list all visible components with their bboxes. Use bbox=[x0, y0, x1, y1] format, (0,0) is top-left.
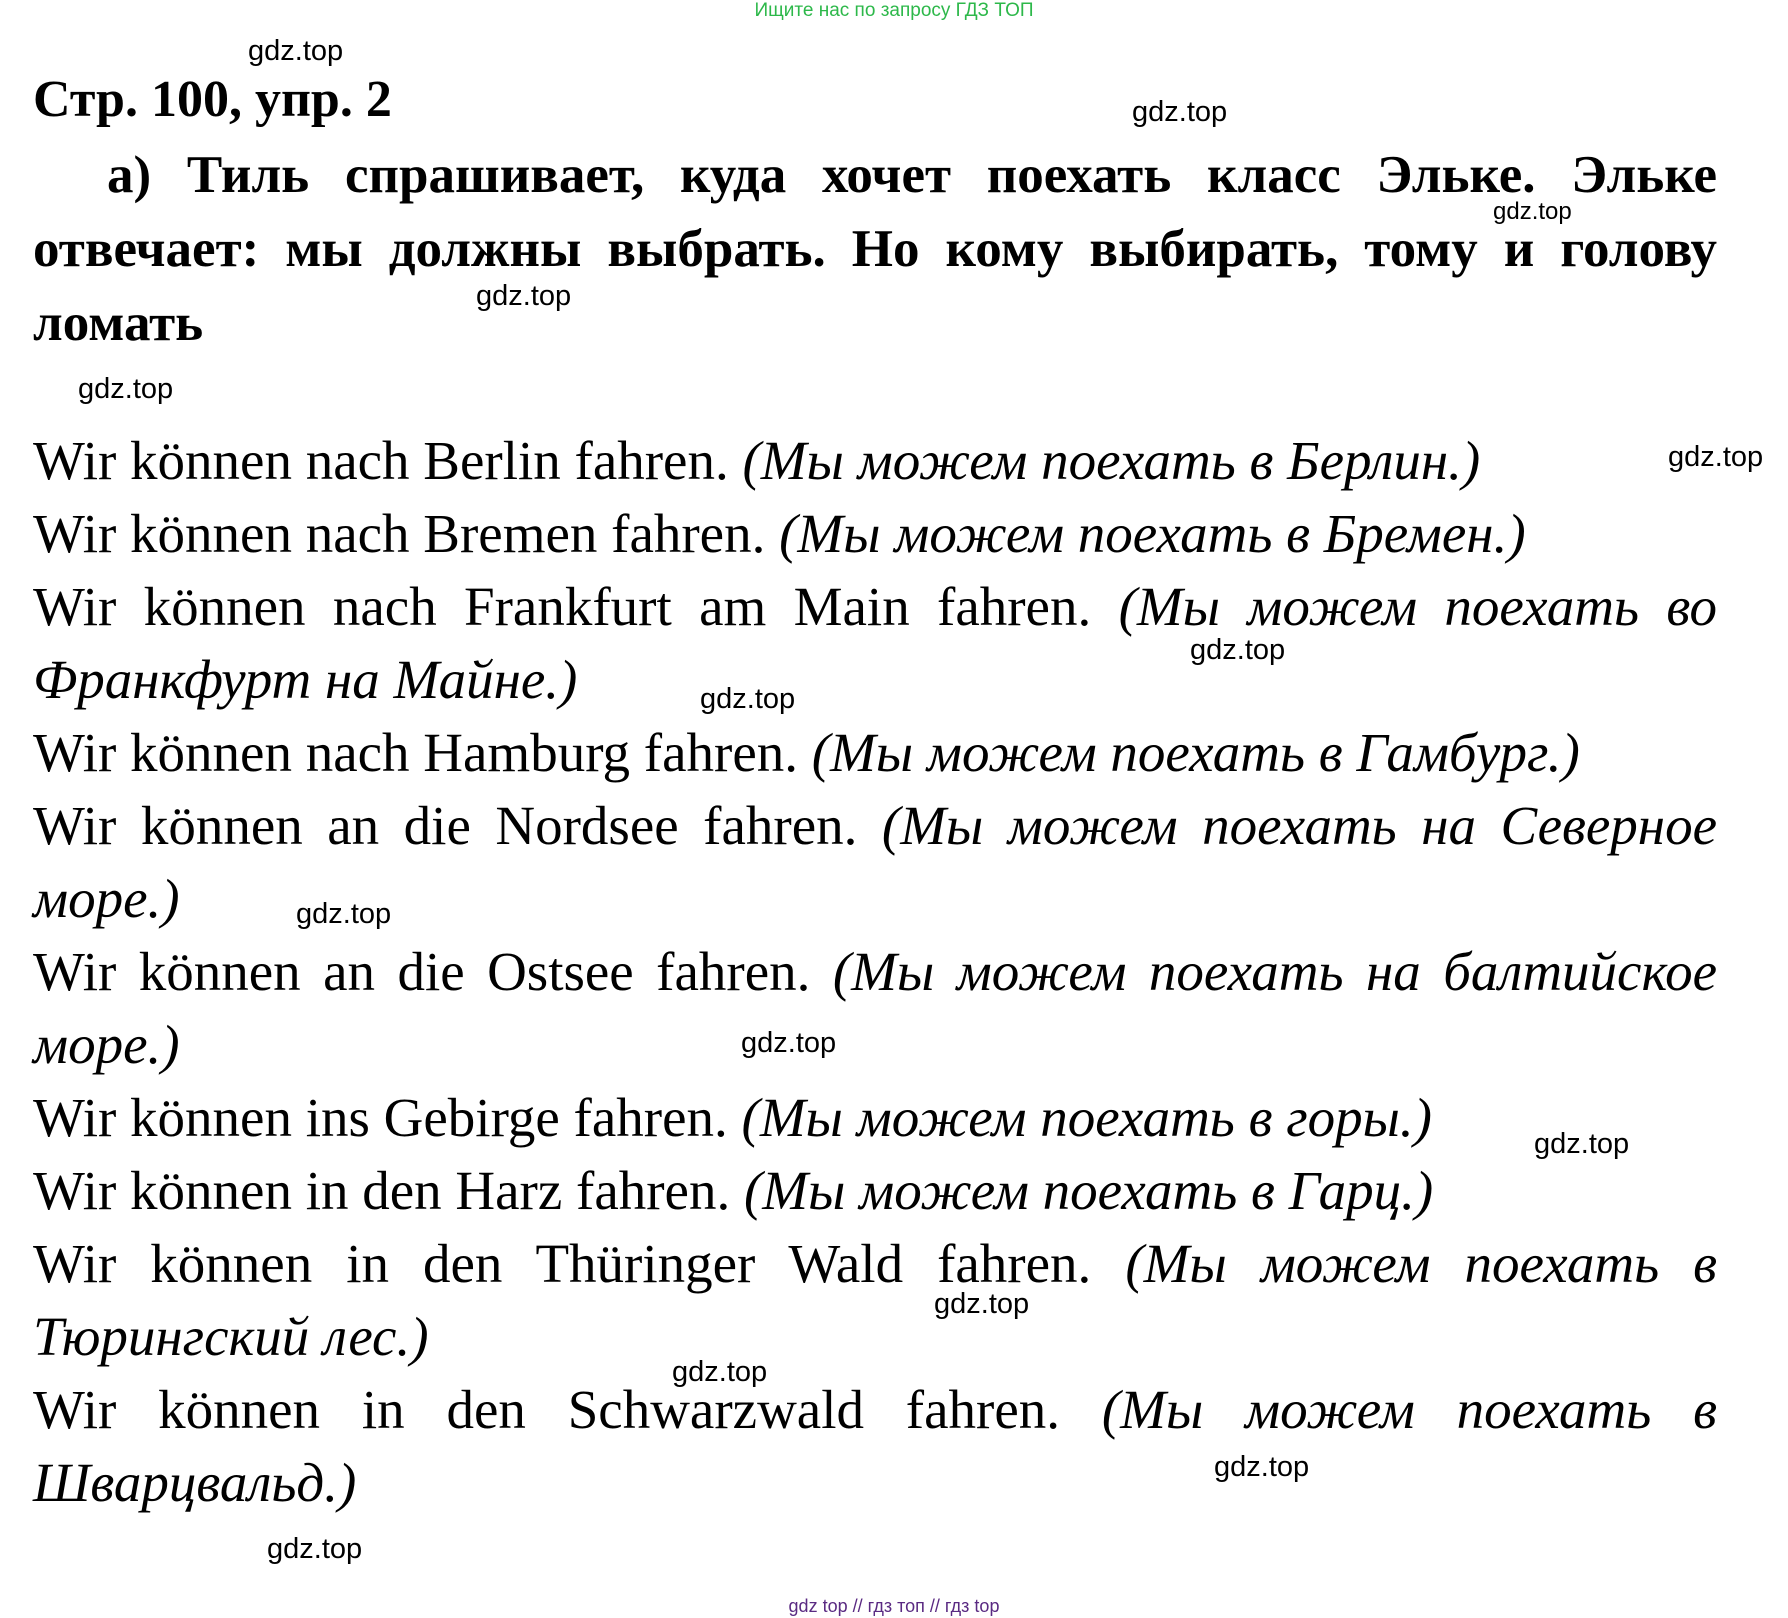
answer-german: Wir können an die Ostsee fahren. bbox=[33, 941, 811, 1002]
watermark: gdz.top bbox=[267, 1533, 363, 1565]
watermark: gdz.top bbox=[700, 683, 796, 715]
watermark: gdz.top bbox=[934, 1288, 1030, 1320]
task-description: а) Тиль спрашивает, куда хочет поехать класс Эльке. Эльке отвечает: мы должны выбрать. Но кому выбирать, тому и голову ломать bbox=[33, 146, 1717, 352]
answer-item bbox=[33, 1081, 1717, 1154]
answer-german: Wir können nach Frankfurt am Main fahren. bbox=[33, 576, 1092, 637]
answer-german: Wir können in den Harz fahren. bbox=[33, 1160, 731, 1221]
watermark: gdz.top bbox=[1190, 634, 1286, 666]
watermark: gdz.top bbox=[476, 280, 572, 312]
answer-translation: (Мы можем поехать на балтийское море.) bbox=[33, 941, 1718, 1075]
top-banner: Ищите нас по запросу ГДЗ ТОП bbox=[754, 0, 1034, 21]
answer-item bbox=[33, 1373, 1717, 1519]
watermark: gdz.top bbox=[1214, 1451, 1310, 1483]
answer-german: Wir können nach Berlin fahren. bbox=[33, 430, 729, 491]
answer-german: Wir können ins Gebirge fahren. bbox=[33, 1087, 728, 1148]
answer-translation: (Мы можем поехать на Северное море.) bbox=[33, 795, 1717, 929]
answer-translation: (Мы можем поехать в Шварцвальд.) bbox=[33, 1379, 1718, 1513]
page-heading: Стр. 100, упр. 2 bbox=[33, 71, 392, 128]
answer-german: Wir können nach Bremen fahren. bbox=[33, 503, 766, 564]
watermark: gdz.top bbox=[296, 898, 392, 930]
answer-translation: (Мы можем поехать в Гарц.) bbox=[743, 1160, 1434, 1221]
watermark: gdz.top bbox=[672, 1356, 768, 1388]
answer-german: Wir können nach Hamburg fahren. bbox=[33, 722, 798, 783]
answer-item bbox=[33, 789, 1717, 935]
answer-translation: (Мы можем поехать во Франкфурт на Майне.) bbox=[33, 576, 1717, 710]
answer-item bbox=[33, 1154, 1717, 1227]
answer-item bbox=[33, 424, 1717, 497]
watermark: gdz.top bbox=[1668, 441, 1764, 473]
answer-german: Wir können in den Thüringer Wald fahren. bbox=[33, 1233, 1092, 1294]
watermark: gdz.top bbox=[1132, 96, 1228, 128]
answers-list bbox=[33, 424, 1717, 1519]
answer-item bbox=[33, 1227, 1717, 1373]
bottom-banner: gdz top // гдз топ // гдз top bbox=[788, 1596, 1000, 1616]
answer-translation: (Мы можем поехать в Берлин.) bbox=[742, 430, 1481, 491]
answer-translation: (Мы можем поехать в Гамбург.) bbox=[811, 722, 1580, 783]
watermark: gdz.top bbox=[741, 1027, 837, 1059]
watermark: gdz.top bbox=[248, 35, 344, 67]
answer-translation: (Мы можем поехать в Бремен.) bbox=[779, 503, 1526, 564]
answer-german: Wir können in den Schwarzwald fahren. bbox=[33, 1379, 1061, 1440]
watermark: gdz.top bbox=[1534, 1128, 1630, 1160]
watermark: gdz.top bbox=[78, 373, 174, 405]
answer-item bbox=[33, 935, 1717, 1081]
answer-german: Wir können an die Nordsee fahren. bbox=[33, 795, 858, 856]
answer-item bbox=[33, 497, 1717, 570]
answer-item bbox=[33, 716, 1717, 789]
answer-translation: (Мы можем поехать в горы.) bbox=[741, 1087, 1432, 1148]
watermark: gdz.top bbox=[1493, 198, 1572, 225]
answer-translation: (Мы можем поехать в Тюрингский лес.) bbox=[33, 1233, 1718, 1367]
answer-item bbox=[33, 570, 1717, 716]
